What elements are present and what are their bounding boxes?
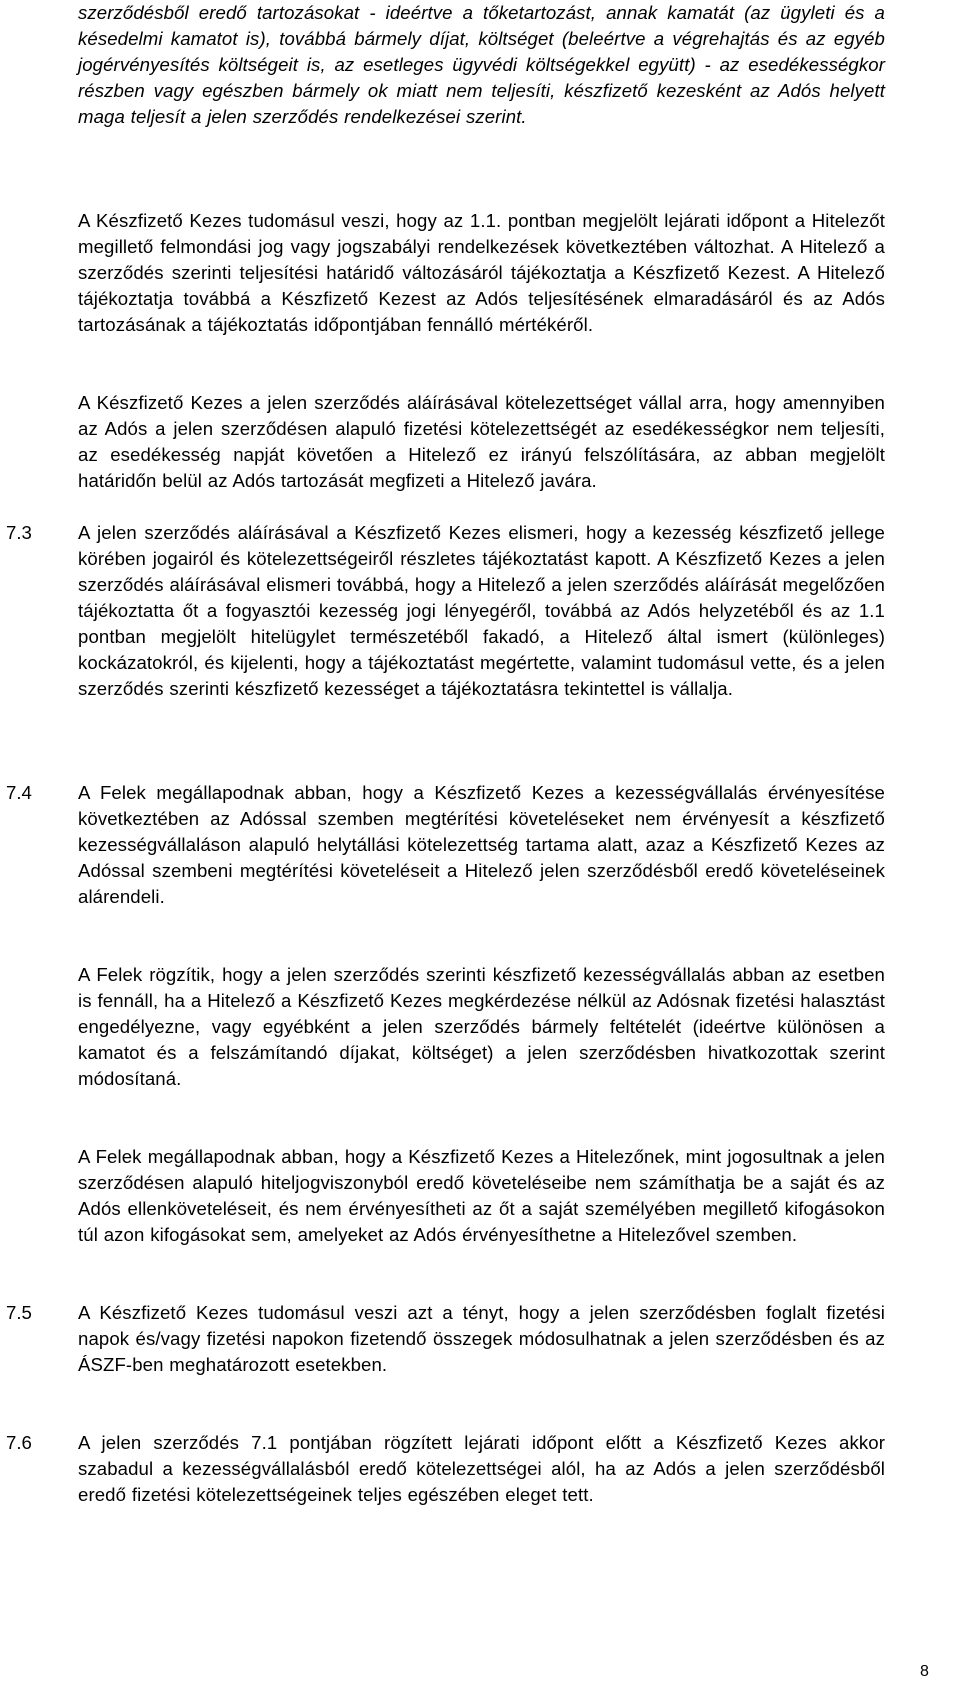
paragraph-7-4-record: A Felek rögzítik, hogy a jelen szerződés szerinti készfizető kezességvállalás abban az esetben is fennáll, ha a Hitelező a Készfizető Kezes megkérdezése nélkül az Adósnak fizetési halasztást engedélyezne, vagy egyébként a jelen szerződés bármely feltételét (ideértve különösen a kamatot és a felszámítandó díjakat, költséget) a jelen szerződésben hivatkozottak szerint módosítaná. xyxy=(78,964,885,1089)
paragraph-due-date-notice: A Készfizető Kezes tudomásul veszi, hogy az 1.1. pontban megjelölt lejárati időpont a Hitelezőt megillető felmondási jog vagy jogszabályi rendelkezések következtében változhat. A Hitelező a szerződés szerinti teljesítési határidő változásáról tájékoztatja a Készfizető Kezest. A Hitelező tájékoztatja továbbá a Készfizető Kezest az Adós teljesítésének elmaradásáról és az Adós tartozásának a tájékoztatás időpontjában fennálló mértékéről. xyxy=(78,210,885,335)
paragraph-7-4-setoff: A Felek megállapodnak abban, hogy a Készfizető Kezes a Hitelezőnek, mint jogosultnak a jelen szerződésen alapuló hiteljogviszonyból eredő követeléseibe nem számíthatja be a saját és az Adós ellenköveteléseit, és nem érvényesítheti az őt a saját személyében megillető kifogásokon túl azon kifogásokat sem, amelyeket az Adós érvényesíthetne a Hitelezővel szemben. xyxy=(78,1146,885,1245)
section-number-7-3: 7.3 xyxy=(6,522,32,543)
page-number: 8 xyxy=(920,1663,929,1680)
paragraph-continuation: szerződésből eredő tartozásokat - ideértve a tőketartozást, annak kamatát (az ügyleti és a késedelmi kamatot is), továbbá bármely díjat, költséget (beleértve a végrehajtás és az egyéb jogérvényesítés költségeit is, az esetleges ügyvédi költségekkel együtt) - az esedékességkor részben vagy egészben bármely ok miatt nem teljesíti, készfizető kezesként az Adós helyett maga teljesít a jelen szerződés rendelkezései szerint. xyxy=(78,2,885,127)
section-number-7-4: 7.4 xyxy=(6,782,32,803)
paragraph-7-3: A jelen szerződés aláírásával a Készfizető Kezes elismeri, hogy a kezesség készfizető jellege körében jogairól és kötelezettségeiről részletes tájékoztatást kapott. A Készfizető Kezes a jelen szerződés aláírásával elismeri továbbá, hogy a Hitelező a jelen szerződés aláírását megelőzően tájékoztatta őt a fogyasztói kezesség jogi lényegéről, továbbá az Adós helyzetéből és az 1.1 pontban megjelölt hitelügylet természetéből fakadó, a Hitelező által ismert (különleges) kockázatokról, és kijelenti, hogy a tájékoztatást megértette, valamint tudomásul vette, és a jelen szerződés szerinti készfizető kezességet a tájékoztatásra tekintettel is vállalja. xyxy=(78,522,885,699)
paragraph-7-5: A Készfizető Kezes tudomásul veszi azt a tényt, hogy a jelen szerződésben foglalt fizetési napok és/vagy fizetési napokon fizetendő összegek módosulhatnak a jelen szerződésben és az ÁSZF-ben meghatározott esetekben. xyxy=(78,1302,885,1375)
section-number-7-5: 7.5 xyxy=(6,1302,32,1323)
paragraph-7-6: A jelen szerződés 7.1 pontjában rögzített lejárati időpont előtt a Készfizető Kezes akkor szabadul a kezességvállalásból eredő kötelezettségei alól, ha az Adós a jelen szerződésből eredő fizetési kötelezettségeinek teljes egészében eleget tett. xyxy=(78,1432,885,1505)
paragraph-guarantor-obligation: A Készfizető Kezes a jelen szerződés aláírásával kötelezettséget vállal arra, hogy amennyiben az Adós a jelen szerződésen alapuló fizetési kötelezettségét az esedékességkor nem teljesíti, az esedékesség napját követően a Hitelező ez irányú felszólítására, az abban megjelölt határidőn belül az Adós tartozását megfizeti a Hitelező javára. xyxy=(78,392,885,491)
paragraph-7-4: A Felek megállapodnak abban, hogy a Készfizető Kezes a kezességvállalás érvényesítése következtében az Adóssal szemben megtérítési követeléseket nem érvényesít a készfizető kezességvállaláson alapuló helytállási kötelezettség tartama alatt, azaz a Készfizető Kezes az Adóssal szembeni megtérítési követeléseit a Hitelező jelen szerződésből eredő követeléseinek alárendeli. xyxy=(78,782,885,907)
section-number-7-6: 7.6 xyxy=(6,1432,32,1453)
